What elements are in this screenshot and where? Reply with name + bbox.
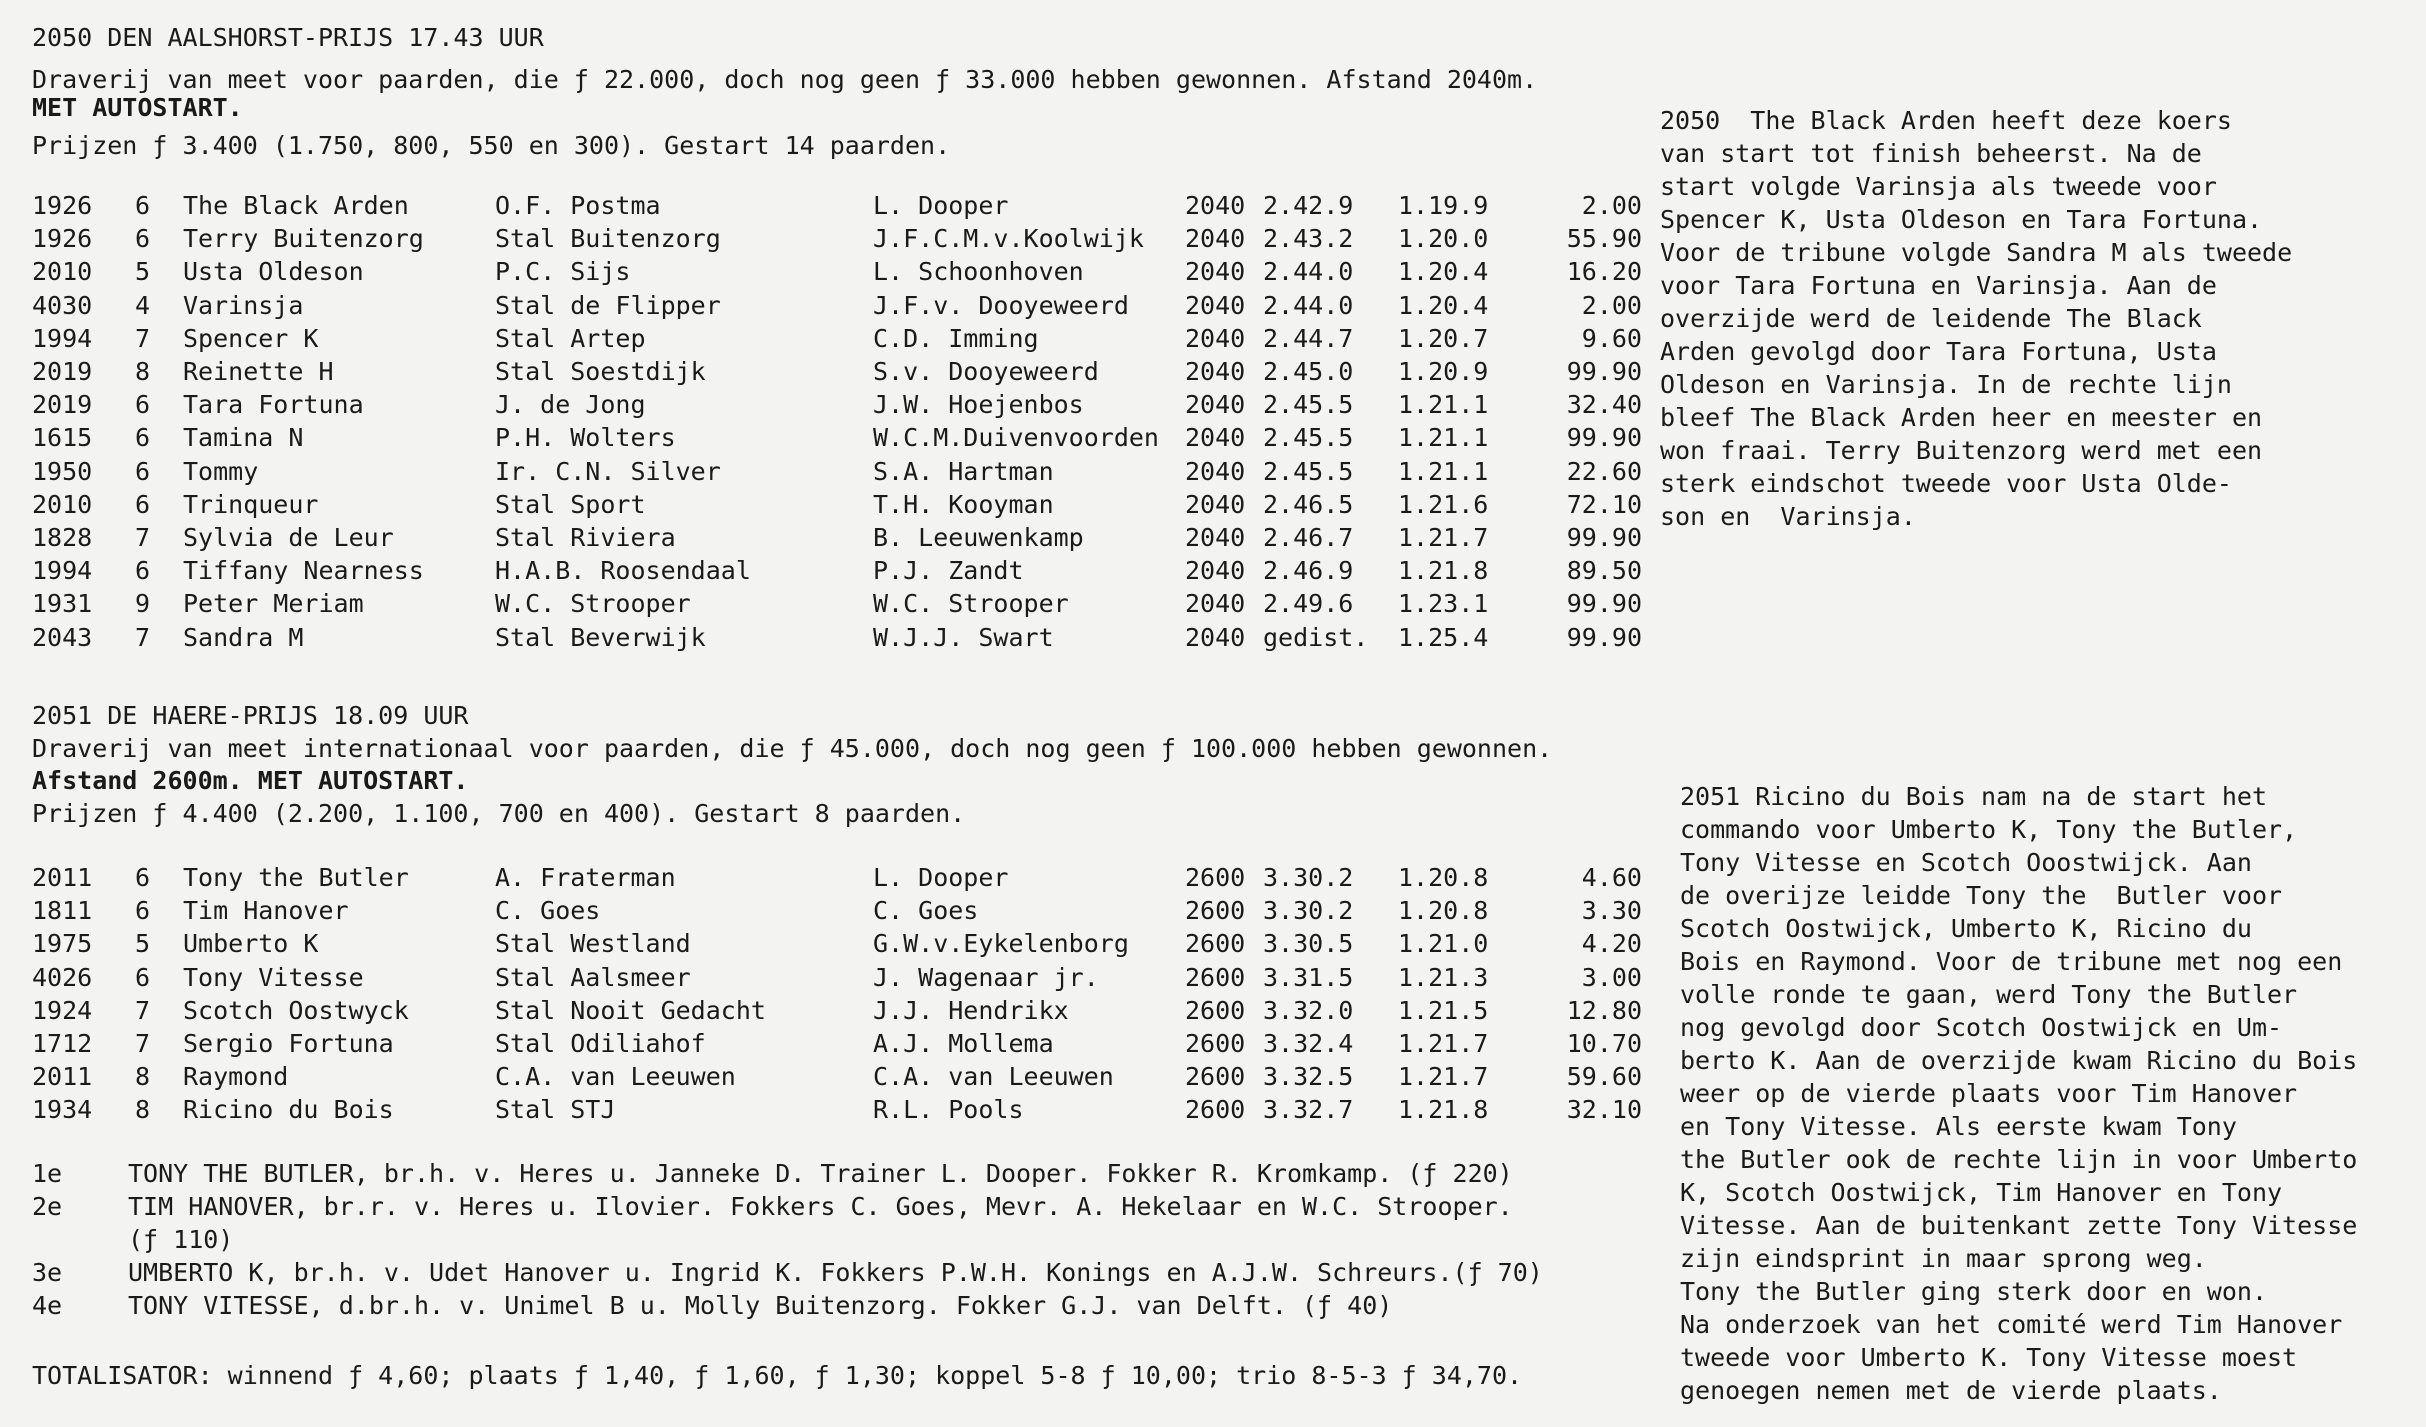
horse-age: 7 [135,523,151,552]
owner-name: Stal Odiliahof [495,1029,706,1058]
owner-name: P.C. Sijs [495,257,631,287]
km-time: 1.21.7 [1398,1029,1489,1058]
horse-number: 1934 [32,1095,93,1125]
table-row [0,1028,1660,1060]
table-row [0,1094,1660,1126]
owner-name: A. Fraterman [495,863,676,892]
km-time: 1.21.6 [1398,489,1489,519]
km-time: 1.21.0 [1398,929,1489,959]
finish-time: 2.44.0 [1263,290,1354,320]
horse-age: 6 [135,962,151,992]
owner-name: Stal Artep [495,323,646,353]
odds-value: 99.90 [1566,622,1642,652]
odds-value: 12.80 [1566,995,1642,1025]
odds-value: 32.40 [1566,390,1642,420]
race2-conditions: Draverij van meet internationaal voor paarden, die ƒ 45.000, doch nog geen ƒ 100.000 hebben gewonnen. [32,734,1553,763]
horse-name: Spencer K [183,323,319,353]
horse-name: Umberto K [183,929,319,959]
horse-age: 8 [135,1095,151,1125]
race-distance: 2600 [1185,995,1246,1025]
km-time: 1.21.3 [1398,962,1489,992]
race-distance: 2040 [1185,191,1246,220]
owner-name: Stal Sport [495,489,646,519]
horse-age: 6 [135,390,151,420]
horse-name: The Black Arden [183,191,409,220]
table-row [0,190,1660,222]
race-distance: 2600 [1185,929,1246,959]
placing-description: TONY THE BUTLER, br.h. v. Heres u. Janneke D. Trainer L. Dooper. Fokker R. Kromkamp. (ƒ 220) [128,1159,1513,1188]
finish-time: 3.32.0 [1263,995,1354,1025]
owner-name: J. de Jong [495,390,646,420]
odds-value: 72.10 [1566,489,1642,519]
race-distance: 2040 [1185,556,1246,586]
horse-name: Tara Fortuna [183,390,364,420]
km-time: 1.19.9 [1398,191,1489,220]
km-time: 1.25.4 [1398,622,1489,652]
odds-value: 4.20 [1581,929,1642,959]
driver-name: J.F.v. Dooyeweerd [873,290,1129,320]
horse-number: 1994 [32,556,93,586]
odds-value: 4.60 [1581,863,1642,892]
odds-value: 9.60 [1581,323,1642,353]
finish-time: 3.32.4 [1263,1029,1354,1058]
race1-results-table [0,190,1660,660]
km-time: 1.21.7 [1398,523,1489,552]
odds-value: 10.70 [1566,1029,1642,1058]
owner-name: Stal Soestdijk [495,357,706,386]
race-distance: 2600 [1185,863,1246,892]
horse-age: 8 [135,1062,151,1092]
race2-totalisator: TOTALISATOR: winnend ƒ 4,60; plaats ƒ 1,40, ƒ 1,60, ƒ 1,30; koppel 5-8 ƒ 10,00; trio 8-5-3 ƒ 34,70. [32,1361,1523,1390]
placing-row [0,1257,1660,1289]
km-time: 1.20.4 [1398,257,1489,287]
table-row [0,256,1660,288]
table-row [0,356,1660,388]
race1-commentary: 2050 The Black Arden heeft deze koers van start tot finish beheerst. Na de start volgde Varinsja als tweede voor Spencer K, Usta Oldeson en Tara Fortuna. Voor de tribune volgde Sandra M als tweede voor Tara Fortuna en Varinsja. Aan de overzijde werd de leidende The Black Arden gevolgd door Tara Fortuna, Usta Oldeson en Varinsja. In de rechte lijn bleef The Black Arden heer en meester en won fraai. Terry Buitenzorg werd met een sterk eindschot tweede voor Usta Olde- son en Varinsja. [1660,106,2293,531]
driver-name: P.J. Zandt [873,556,1024,586]
race-distance: 2600 [1185,1029,1246,1058]
finish-time: 3.32.5 [1263,1062,1354,1092]
horse-name: Usta Oldeson [183,257,364,287]
race-distance: 2040 [1185,589,1246,619]
driver-name: C.A. van Leeuwen [873,1062,1114,1092]
placing-rank: 2e [32,1192,63,1221]
horse-age: 7 [135,323,151,353]
race-distance: 2600 [1185,1095,1246,1125]
horse-age: 6 [135,556,151,586]
horse-name: Sandra M [183,622,304,652]
race-distance: 2040 [1185,489,1246,519]
driver-name: L. Schoonhoven [873,257,1084,287]
km-time: 1.20.8 [1398,863,1489,892]
placing-row [0,1158,1660,1190]
horse-age: 4 [135,290,151,320]
table-row [0,223,1660,255]
driver-name: G.W.v.Eykelenborg [873,929,1129,959]
race-distance: 2600 [1185,896,1246,926]
driver-name: W.C.M.Duivenvoorden [873,423,1159,453]
km-time: 1.21.1 [1398,390,1489,420]
odds-value: 99.90 [1566,423,1642,453]
table-row [0,895,1660,927]
odds-value: 22.60 [1566,456,1642,486]
horse-age: 6 [135,191,151,220]
placing-description: TIM HANOVER, br.r. v. Heres u. Ilovier. Fokkers C. Goes, Mevr. A. Hekelaar en W.C. Strooper. [128,1192,1513,1221]
horse-number: 1994 [32,323,93,353]
table-row [0,389,1660,421]
horse-name: Sergio Fortuna [183,1029,394,1058]
horse-age: 6 [135,456,151,486]
horse-number: 1828 [32,523,93,552]
horse-name: Tiffany Nearness [183,556,424,586]
finish-time: 2.46.9 [1263,556,1354,586]
race-distance: 2040 [1185,290,1246,320]
table-row [0,862,1660,894]
horse-name: Ricino du Bois [183,1095,394,1125]
horse-name: Terry Buitenzorg [183,224,424,254]
finish-time: 2.44.7 [1263,323,1354,353]
owner-name: Stal Westland [495,929,691,959]
finish-time: 3.30.2 [1263,863,1354,892]
race-distance: 2600 [1185,1062,1246,1092]
horse-age: 7 [135,622,151,652]
horse-age: 9 [135,589,151,619]
owner-name: Ir. C.N. Silver [495,456,721,486]
km-time: 1.23.1 [1398,589,1489,619]
horse-number: 1811 [32,896,93,926]
horse-name: Raymond [183,1062,289,1092]
table-row [0,1061,1660,1093]
finish-time: 2.45.0 [1263,357,1354,386]
table-row [0,555,1660,587]
horse-name: Varinsja [183,290,304,320]
horse-age: 6 [135,423,151,453]
horse-number: 4030 [32,290,93,320]
race2-placings [0,1158,1660,1328]
horse-name: Tommy [183,456,259,486]
table-row [0,995,1660,1027]
finish-time: 2.45.5 [1263,390,1354,420]
horse-number: 2011 [32,1062,93,1092]
km-time: 1.20.4 [1398,290,1489,320]
horse-age: 6 [135,863,151,892]
km-time: 1.21.7 [1398,1062,1489,1092]
finish-time: gedist. [1263,622,1369,652]
odds-value: 2.00 [1581,290,1642,320]
horse-number: 1615 [32,423,93,453]
horse-number: 2043 [32,622,93,652]
horse-number: 2010 [32,257,93,287]
driver-name: T.H. Kooyman [873,489,1054,519]
horse-number: 2010 [32,489,93,519]
km-time: 1.21.8 [1398,556,1489,586]
placing-description: (ƒ 110) [128,1225,234,1254]
odds-value: 59.60 [1566,1062,1642,1092]
driver-name: B. Leeuwenkamp [873,523,1084,552]
odds-value: 99.90 [1566,589,1642,619]
horse-age: 8 [135,357,151,386]
owner-name: Stal Buitenzorg [495,224,721,254]
driver-name: L. Dooper [873,191,1009,220]
horse-age: 6 [135,224,151,254]
owner-name: Stal Aalsmeer [495,962,691,992]
km-time: 1.20.8 [1398,896,1489,926]
km-time: 1.21.5 [1398,995,1489,1025]
table-row [0,588,1660,620]
horse-number: 1931 [32,589,93,619]
owner-name: W.C. Strooper [495,589,691,619]
horse-number: 1926 [32,191,93,220]
driver-name: J.J. Hendrikx [873,995,1069,1025]
horse-name: Trinqueur [183,489,319,519]
odds-value: 55.90 [1566,224,1642,254]
horse-number: 1924 [32,995,93,1025]
race-distance: 2040 [1185,622,1246,652]
horse-name: Tamina N [183,423,304,453]
race2-prizes: Prijzen ƒ 4.400 (2.200, 1.100, 700 en 400). Gestart 8 paarden. [32,799,966,828]
horse-name: Peter Meriam [183,589,364,619]
horse-age: 6 [135,489,151,519]
odds-value: 99.90 [1566,523,1642,552]
finish-time: 3.30.5 [1263,929,1354,959]
owner-name: Stal Beverwijk [495,622,706,652]
horse-name: Tony the Butler [183,863,409,892]
horse-number: 1950 [32,456,93,486]
race-distance: 2040 [1185,357,1246,386]
finish-time: 2.42.9 [1263,191,1354,220]
km-time: 1.20.9 [1398,357,1489,386]
horse-number: 1926 [32,224,93,254]
race-distance: 2040 [1185,456,1246,486]
table-row [0,928,1660,960]
owner-name: Stal de Flipper [495,290,721,320]
placing-rank: 4e [32,1291,63,1320]
finish-time: 3.31.5 [1263,962,1354,992]
horse-name: Tony Vitesse [183,962,364,992]
driver-name: A.J. Mollema [873,1029,1054,1058]
driver-name: W.J.J. Swart [873,622,1054,652]
race-distance: 2600 [1185,962,1246,992]
owner-name: C. Goes [495,896,601,926]
horse-age: 7 [135,995,151,1025]
table-row [0,323,1660,355]
placing-row [0,1224,1660,1256]
driver-name: J.F.C.M.v.Koolwijk [873,224,1144,254]
finish-time: 2.45.5 [1263,423,1354,453]
owner-name: H.A.B. Roosendaal [495,556,751,586]
owner-name: O.F. Postma [495,191,661,220]
owner-name: Stal Nooit Gedacht [495,995,766,1025]
horse-age: 5 [135,929,151,959]
finish-time: 3.30.2 [1263,896,1354,926]
odds-value: 3.00 [1581,962,1642,992]
odds-value: 3.30 [1581,896,1642,926]
owner-name: Stal Riviera [495,523,676,552]
driver-name: C.D. Imming [873,323,1039,353]
horse-number: 2019 [32,390,93,420]
driver-name: L. Dooper [873,863,1009,892]
km-time: 1.20.7 [1398,323,1489,353]
km-time: 1.20.0 [1398,224,1489,254]
table-row [0,290,1660,322]
race2-title: 2051 DE HAERE-PRIJS 18.09 UUR [32,701,469,730]
race1-autostart: MET AUTOSTART. [32,93,243,122]
horse-age: 5 [135,257,151,287]
placing-description: UMBERTO K, br.h. v. Udet Hanover u. Ingrid K. Fokkers P.W.H. Konings en A.J.W. Schreurs.(ƒ 70) [128,1258,1543,1287]
race-distance: 2040 [1185,423,1246,453]
horse-age: 7 [135,1029,151,1058]
race-distance: 2040 [1185,323,1246,353]
table-row [0,489,1660,521]
driver-name: R.L. Pools [873,1095,1024,1125]
owner-name: C.A. van Leeuwen [495,1062,736,1092]
horse-number: 2011 [32,863,93,892]
table-row [0,622,1660,654]
horse-name: Reinette H [183,357,334,386]
placing-row [0,1191,1660,1223]
odds-value: 99.90 [1566,357,1642,386]
race-distance: 2040 [1185,257,1246,287]
finish-time: 2.45.5 [1263,456,1354,486]
table-row [0,456,1660,488]
horse-age: 6 [135,896,151,926]
odds-value: 16.20 [1566,257,1642,287]
km-time: 1.21.1 [1398,423,1489,453]
owner-name: P.H. Wolters [495,423,676,453]
race-distance: 2040 [1185,224,1246,254]
odds-value: 89.50 [1566,556,1642,586]
driver-name: S.v. Dooyeweerd [873,357,1099,386]
owner-name: Stal STJ [495,1095,616,1125]
horse-number: 2019 [32,357,93,386]
finish-time: 2.44.0 [1263,257,1354,287]
placing-rank: 3e [32,1258,63,1287]
driver-name: W.C. Strooper [873,589,1069,619]
race1-conditions: Draverij van meet voor paarden, die ƒ 22.000, doch nog geen ƒ 33.000 hebben gewonnen. Afstand 2040m. [32,65,1538,94]
placing-rank: 1e [32,1159,63,1188]
race2-commentary: 2051 Ricino du Bois nam na de start het commando voor Umberto K, Tony the Butler, Tony Vitesse en Scotch Ooostwijck. Aan de overijze leidde Tony the Butler voor Scotch Oostwijck, Umberto K, Ricino du Bois en Raymond. Voor de tribune met nog een volle ronde te gaan, werd Tony the Butler nog gevolgd door Scotch Oostwijck en Um- berto K. Aan de overzijde kwam Ricino du Bois weer op de vierde plaats voor Tim Hanover en Tony Vitesse. Als eerste kwam Tony the Butler ook de rechte lijn in voor Umberto K, Scotch Oostwijck, Tim Hanover en Tony Vitesse. Aan de buitenkant zette Tony Vitesse zijn eindsprint in maar sprong weg. Tony the Butler ging sterk door en won. Na onderzoek van het comité werd Tim Hanover tweede voor Umberto K. Tony Vitesse moest genoegen nemen met de vierde plaats. [1680,782,2358,1405]
horse-name: Tim Hanover [183,896,349,926]
km-time: 1.21.8 [1398,1095,1489,1125]
placing-row [0,1290,1660,1322]
driver-name: C. Goes [873,896,979,926]
table-row [0,422,1660,454]
finish-time: 2.49.6 [1263,589,1354,619]
driver-name: S.A. Hartman [873,456,1054,486]
race2-results-table [0,862,1660,1132]
driver-name: J. Wagenaar jr. [873,962,1099,992]
odds-value: 2.00 [1581,191,1642,220]
horse-number: 4026 [32,962,93,992]
race1-prizes: Prijzen ƒ 3.400 (1.750, 800, 550 en 300). Gestart 14 paarden. [32,131,951,160]
table-row [0,522,1660,554]
horse-name: Sylvia de Leur [183,523,394,552]
placing-description: TONY VITESSE, d.br.h. v. Unimel B u. Molly Buitenzorg. Fokker G.J. van Delft. (ƒ 40) [128,1291,1393,1320]
horse-number: 1712 [32,1029,93,1058]
race1-title: 2050 DEN AALSHORST-PRIJS 17.43 UUR [32,23,544,52]
km-time: 1.21.1 [1398,456,1489,486]
race2-distance: Afstand 2600m. MET AUTOSTART. [32,766,469,795]
odds-value: 32.10 [1566,1095,1642,1125]
driver-name: J.W. Hoejenbos [873,390,1084,420]
finish-time: 2.46.7 [1263,523,1354,552]
race-distance: 2040 [1185,390,1246,420]
finish-time: 2.46.5 [1263,489,1354,519]
race-distance: 2040 [1185,523,1246,552]
horse-number: 1975 [32,929,93,959]
finish-time: 3.32.7 [1263,1095,1354,1125]
finish-time: 2.43.2 [1263,224,1354,254]
table-row [0,962,1660,994]
horse-name: Scotch Oostwyck [183,995,409,1025]
